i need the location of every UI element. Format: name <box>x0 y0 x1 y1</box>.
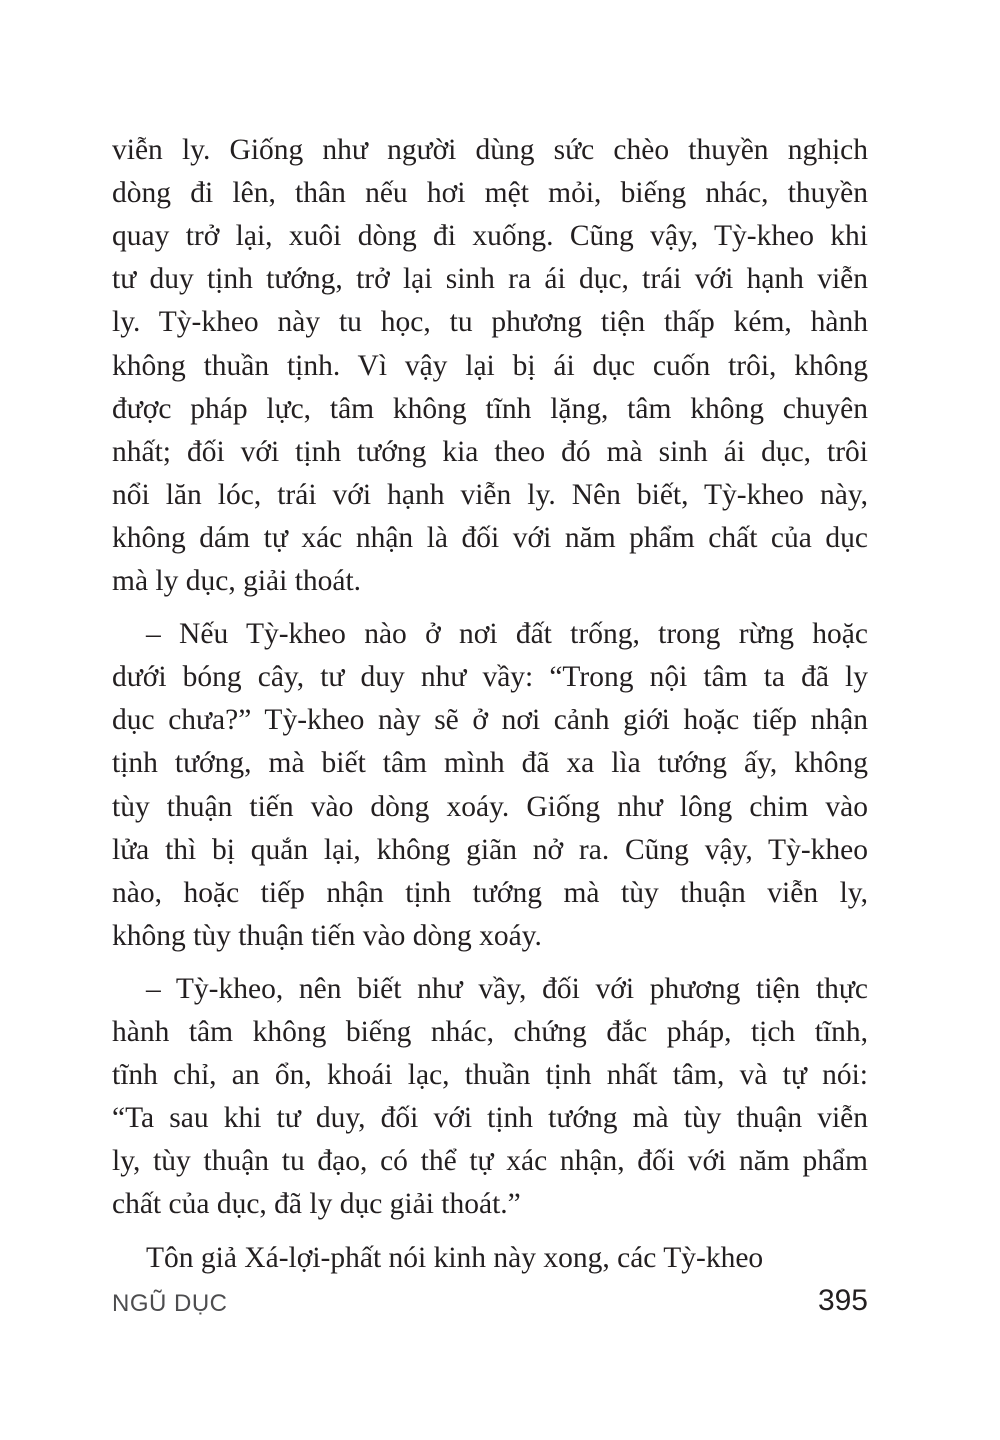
text-line: nhất; đối với tịnh tướng kia theo đó mà sinh ái dục, trôi <box>112 435 868 468</box>
text-line: dưới bóng cây, tư duy như vầy: “Trong nội tâm ta đã ly <box>112 661 868 694</box>
text-line: dục chưa?” Tỳ-kheo này sẽ ở nơi cảnh giới hoặc tiếp nhận <box>112 704 868 737</box>
text-line: chất của dục, đã ly dục giải thoát.” <box>112 1188 521 1221</box>
text-line: tư duy tịnh tướng, trở lại sinh ra ái dục, trái với hạnh viễn <box>112 263 868 296</box>
text-line: ly. Tỳ-kheo này tu học, tu phương tiện thấp kém, hành <box>112 306 868 339</box>
running-footer-title: NGŨ DỤC <box>112 1290 228 1317</box>
text-line: Tôn giả Xá-lợi-phất nói kinh này xong, các Tỳ-kheo <box>146 1241 764 1274</box>
text-line: dòng đi lên, thân nếu hơi mệt mỏi, biếng nhác, thuyền <box>112 177 868 210</box>
text-line: lửa thì bị quắn lại, không giãn nở ra. Cũng vậy, Tỳ-kheo <box>112 833 868 866</box>
text-line: quay trở lại, xuôi dòng đi xuống. Cũng vậy, Tỳ-kheo khi <box>112 220 868 253</box>
text-line: nổi lăn lóc, trái với hạnh viễn ly. Nên biết, Tỳ-kheo này, <box>112 478 868 511</box>
text-line: “Ta sau khi tư duy, đối với tịnh tướng mà tùy thuận viễn <box>112 1102 868 1135</box>
text-line: tĩnh chỉ, an ổn, khoái lạc, thuần tịnh nhất tâm, và tự nói: <box>112 1059 868 1092</box>
text-line: không dám tự xác nhận là đối với năm phẩm chất của dục <box>112 521 868 554</box>
text-line: nào, hoặc tiếp nhận tịnh tướng mà tùy thuận viễn ly, <box>112 876 868 909</box>
text-line: ly, tùy thuận tu đạo, có thể tự xác nhận, đối với năm phẩm <box>112 1145 868 1178</box>
text-line: – Nếu Tỳ-kheo nào ở nơi đất trống, trong rừng hoặc <box>146 618 868 651</box>
text-line: không tùy thuận tiến vào dòng xoáy. <box>112 919 542 952</box>
text-line: không thuần tịnh. Vì vậy lại bị ái dục cuốn trôi, không <box>112 349 868 382</box>
text-line: tịnh tướng, mà biết tâm mình đã xa lìa tướng ấy, không <box>112 747 868 780</box>
text-line: mà ly dục, giải thoát. <box>112 565 362 597</box>
text-line: hành tâm không biếng nhác, chứng đắc pháp, tịch tĩnh, <box>112 1016 868 1048</box>
text-line: viễn ly. Giống như người dùng sức chèo thuyền nghịch <box>112 134 868 166</box>
text-line: – Tỳ-kheo, nên biết như vầy, đối với phương tiện thực <box>146 972 868 1005</box>
text-line: được pháp lực, tâm không tĩnh lặng, tâm không chuyên <box>112 392 868 425</box>
text-line: tùy thuận tiến vào dòng xoáy. Giống như lông chim vào <box>112 790 868 823</box>
page-number: 395 <box>817 1284 868 1317</box>
